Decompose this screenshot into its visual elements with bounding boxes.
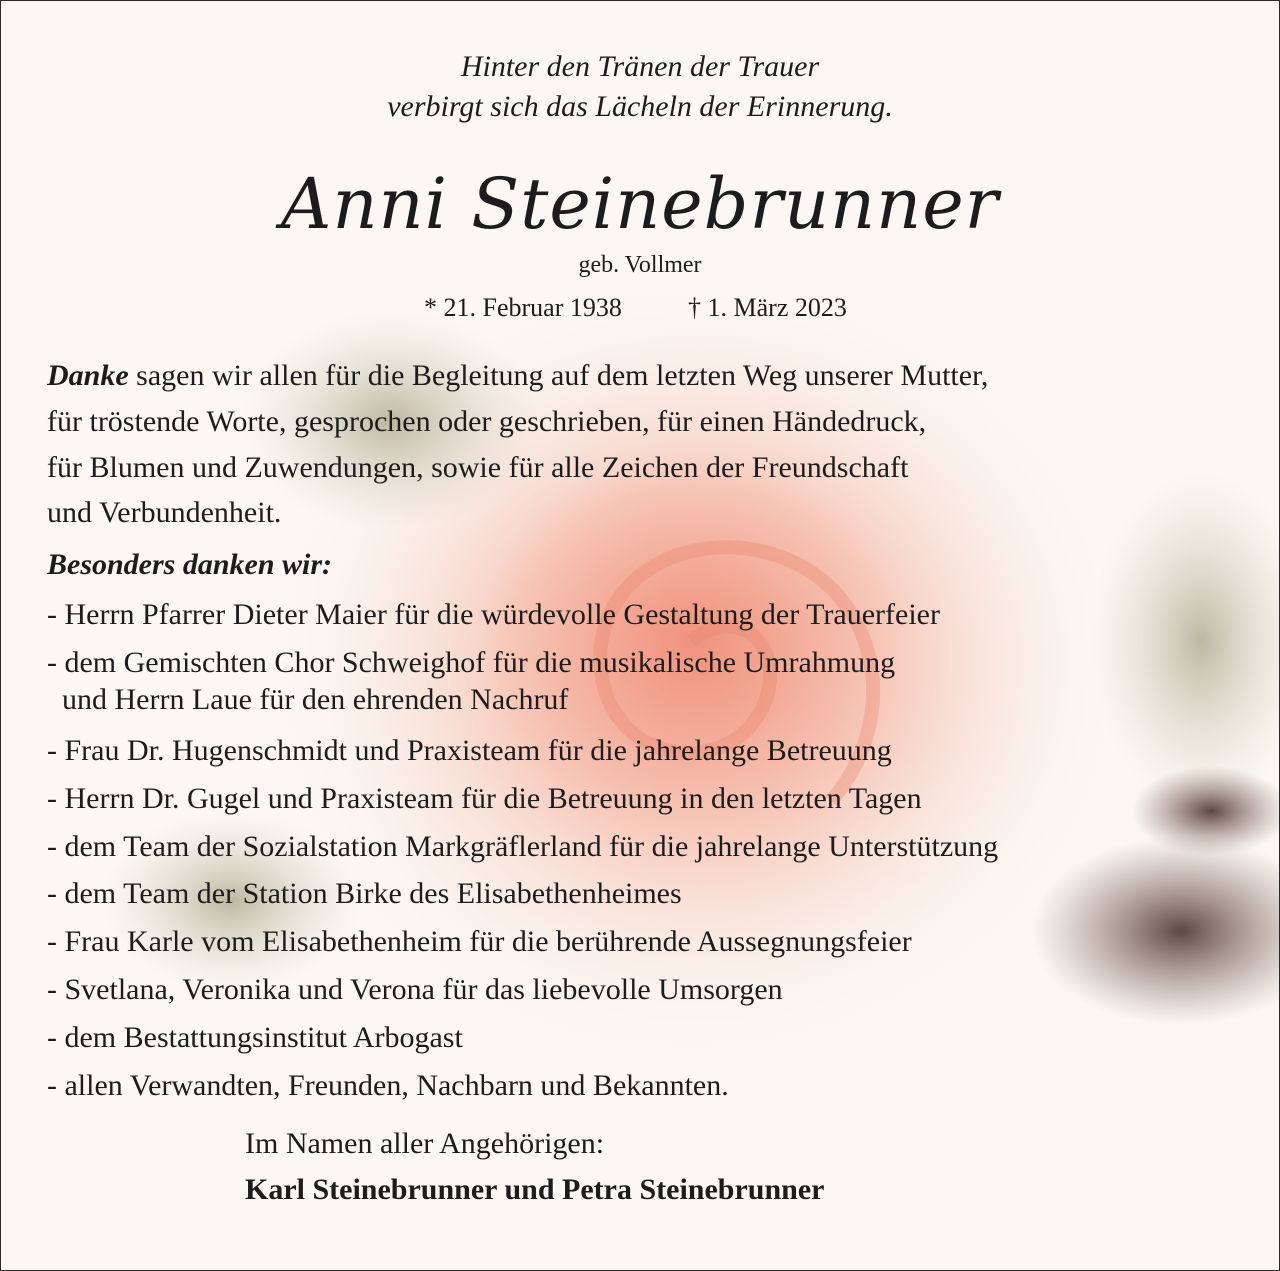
special-thanks-item: - Frau Dr. Hugenschmidt und Praxisteam für die jahrelange Betreuung (47, 734, 892, 767)
death-date: † 1. März 2023 (688, 293, 847, 322)
thanks-line-2: für tröstende Worte, gesprochen oder geschrieben, für einen Händedruck, (47, 405, 927, 438)
special-thanks-item-continuation: und Herrn Laue für den ehrenden Nachruf (47, 683, 569, 716)
special-thanks-item: - dem Gemischten Chor Schweighof für die musikalische Umrahmung (47, 646, 896, 679)
special-thanks-item: - allen Verwandten, Freunden, Nachbarn und Bekannten. (47, 1069, 729, 1102)
special-thanks-item: - Herrn Pfarrer Dieter Maier für die würdevolle Gestaltung der Trauerfeier (47, 598, 940, 631)
birth-date: * 21. Februar 1938 (424, 293, 622, 322)
special-thanks-item: - dem Team der Station Birke des Elisabethenheimes (47, 877, 682, 910)
special-thanks-item: - Frau Karle vom Elisabethenheim für die berührende Aussegnungsfeier (47, 925, 912, 958)
special-thanks-heading: Besonders danken wir: (47, 548, 333, 581)
special-thanks-item: - Herrn Dr. Gugel und Praxisteam für die Betreuung in den letzten Tagen (47, 782, 922, 815)
special-thanks-item: - Svetlana, Veronika und Verona für das liebevolle Umsorgen (47, 973, 783, 1006)
notice-text (1, 1, 1279, 1270)
special-thanks-item: - dem Bestattungsinstitut Arbogast (47, 1021, 463, 1054)
maiden-name: geb. Vollmer (578, 252, 702, 278)
thanks-line-1 (47, 357, 988, 395)
thanks-line-3: für Blumen und Zuwendungen, sowie für alle Zeichen der Freundschaft (47, 451, 909, 484)
thanks-line-1-rest: sagen wir allen für die Begleitung auf dem letzten Weg unserer Mutter, (128, 359, 989, 392)
signature-intro: Im Namen aller Angehörigen: (245, 1127, 605, 1160)
quote-line-1: Hinter den Tränen der Trauer (460, 50, 820, 83)
quote-line-2: verbirgt sich das Lächeln der Erinnerung. (387, 90, 893, 123)
special-thanks-item: - dem Team der Sozialstation Markgräflerland für die jahrelange Unterstützung (47, 830, 999, 863)
deceased-name: Anni Steinebrunner (280, 163, 1000, 245)
thanks-line-4: und Verbundenheit. (47, 496, 282, 529)
signature-names: Karl Steinebrunner und Petra Steinebrunner (245, 1173, 825, 1206)
thanks-lead-word: Danke (47, 359, 129, 392)
